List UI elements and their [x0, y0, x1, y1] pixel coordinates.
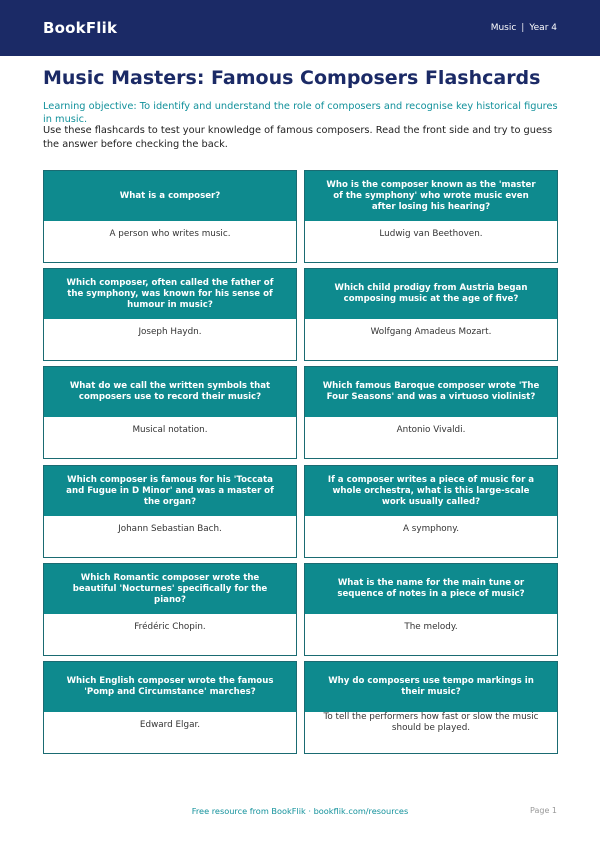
- flashcard[interactable]: [43, 366, 297, 459]
- flashcard-answer: Joseph Haydn.: [138, 327, 202, 337]
- flashcard-question: What do we call the written symbols that composers use to record their music?: [44, 367, 296, 417]
- flashcard-answer: Musical notation.: [132, 425, 208, 435]
- flashcard-question: Which English composer wrote the famous 'Pomp and Circumstance' marches?: [44, 662, 296, 712]
- flashcard[interactable]: [304, 465, 558, 558]
- flashcard-answer: The melody.: [404, 622, 458, 632]
- flashcard-question: Which composer, often called the father of the symphony, was known for his sense of humour in music?: [44, 269, 296, 319]
- flashcard[interactable]: [43, 465, 297, 558]
- intro-text: Use these flashcards to test your knowledge of famous composers. Read the front side and try to guess the answer before checking the back.: [43, 125, 553, 150]
- flashcard-answer: Antonio Vivaldi.: [396, 425, 466, 435]
- flashcard[interactable]: [304, 170, 558, 263]
- flashcard[interactable]: [304, 366, 558, 459]
- flashcard[interactable]: [43, 268, 297, 361]
- subject-label: Music: [490, 23, 517, 33]
- flashcard-question: Who is the composer known as the 'master of the symphony' who wrote music even after losing his hearing?: [305, 171, 557, 221]
- flashcard-question: What is a composer?: [44, 171, 296, 221]
- flashcard-answer: To tell the performers how fast or slow the music should be played.: [323, 712, 539, 733]
- flashcard-answer: Wolfgang Amadeus Mozart.: [370, 327, 492, 337]
- flashcard-question: Why do composers use tempo markings in their music?: [305, 662, 557, 712]
- site-header: [0, 0, 600, 56]
- flashcard-answer: Ludwig van Beethoven.: [379, 229, 483, 239]
- flashcard-question: Which Romantic composer wrote the beautiful 'Nocturnes' specifically for the piano?: [44, 564, 296, 614]
- flashcard-answer: Johann Sebastian Bach.: [118, 524, 222, 534]
- brand-logo[interactable]: BookFlik: [43, 19, 118, 37]
- breadcrumb-separator: |: [521, 23, 525, 33]
- learning-objective: Learning objective: To identify and understand the role of composers and recognise key historical figures in music.: [43, 101, 558, 125]
- flashcard[interactable]: [43, 661, 297, 754]
- year-label: Year 4: [529, 23, 557, 33]
- page-title: Music Masters: Famous Composers Flashcards: [43, 67, 541, 89]
- flashcard[interactable]: [43, 170, 297, 263]
- flashcard-question: Which composer is famous for his 'Toccata and Fugue in D Minor' and was a master of the organ?: [44, 466, 296, 516]
- flashcard-answer: Frédéric Chopin.: [134, 622, 206, 632]
- flashcard[interactable]: [304, 268, 558, 361]
- breadcrumb: [491, 23, 557, 33]
- flashcard-question: Which famous Baroque composer wrote 'The Four Seasons' and was a virtuoso violinist?: [305, 367, 557, 417]
- flashcard-question: Which child prodigy from Austria began composing music at the age of five?: [305, 269, 557, 319]
- flashcard[interactable]: [304, 661, 558, 754]
- flashcard[interactable]: [43, 563, 297, 656]
- flashcard-answer: Edward Elgar.: [139, 720, 201, 730]
- footer-link[interactable]: Free resource from BookFlik · bookflik.com/resources: [191, 806, 409, 816]
- page-footer: [0, 806, 600, 820]
- flashcard-question: If a composer writes a piece of music for a whole orchestra, what is this large-scale work usually called?: [305, 466, 557, 516]
- page-number: Page 1: [530, 806, 557, 815]
- flashcard[interactable]: [304, 563, 558, 656]
- flashcard-question: What is the name for the main tune or sequence of notes in a piece of music?: [305, 564, 557, 614]
- flashcard-answer: A symphony.: [402, 524, 460, 534]
- flashcard-answer: A person who writes music.: [109, 229, 231, 239]
